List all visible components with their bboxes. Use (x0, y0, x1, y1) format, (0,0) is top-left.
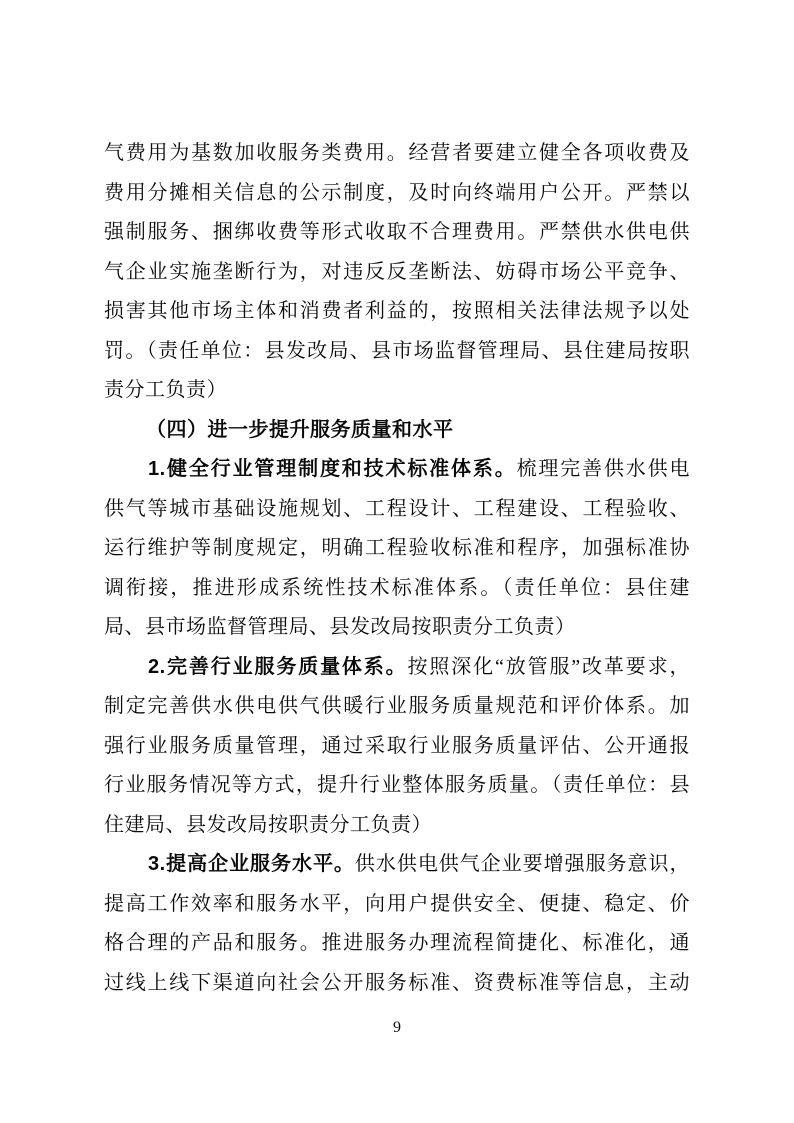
text-line (104, 569, 690, 609)
text-line (104, 371, 690, 411)
text-line (104, 885, 690, 925)
text-line (104, 806, 690, 846)
text-line (104, 134, 690, 174)
text-run: 强行业服务质量管理，通过采取行业服务质量评估、公开通报 (104, 734, 690, 757)
item-2 (104, 648, 690, 846)
text-run: 运行维护等制度规定，明确工程验收标准和程序，加强标准协 (104, 537, 690, 559)
text-run: 费用分摊相关信息的公示制度，及时向终端用户公开。严禁以 (104, 181, 690, 204)
text-run: 住建局、县发改局按职责分工负责） (104, 813, 432, 836)
text-line (104, 450, 690, 490)
text-run: 调衔接，推进形成系统性技术标准体系。（责任单位：县住建 (104, 576, 690, 599)
page-number: 9 (393, 1019, 401, 1036)
text-line (104, 332, 690, 372)
document-body (104, 134, 690, 1003)
text-line (104, 213, 690, 253)
text-line (104, 766, 690, 806)
text-run: 制定完善供水供电供气供暖行业服务质量规范和评价体系。加 (104, 695, 690, 717)
text-run: 责分工负责） (104, 379, 227, 401)
text-run: 过线上线下渠道向社会公开服务标准、资费标准等信息，主动 (104, 971, 690, 994)
para-continuation (104, 134, 690, 411)
text-line (104, 608, 690, 648)
text-run: 气费用为基数加收服务类费用。经营者要建立健全各项收费及 (104, 142, 690, 164)
text-run: 行业服务情况等方式，提升行业整体服务质量。（责任单位：县 (104, 774, 690, 796)
bold-text-run: 2.完善行业服务质量体系。 (148, 655, 408, 678)
text-line (104, 845, 690, 885)
text-run: 强制服务、捆绑收费等形式收取不合理费用。严禁供水供电供 (104, 221, 690, 243)
text-line (104, 253, 690, 293)
section-heading (104, 411, 690, 451)
text-line (104, 924, 690, 964)
text-line (104, 174, 690, 214)
text-line (104, 292, 690, 332)
text-run: 格合理的产品和服务。推进服务办理流程简捷化、标准化，通 (104, 932, 690, 954)
text-run: 按照深化“放管服”改革要求， (407, 655, 690, 678)
text-line (104, 411, 690, 451)
text-run: 供水供电供气企业要增强服务意识， (354, 853, 690, 875)
text-run: 供气等城市基础设施规划、工程设计、工程建设、工程验收、 (104, 497, 690, 520)
text-run: 罚。（责任单位：县发改局、县市场监督管理局、县住建局按职 (104, 339, 690, 362)
text-line (104, 727, 690, 767)
text-run: 梳理完善供水供电 (516, 458, 690, 480)
text-line (104, 964, 690, 1004)
text-line (104, 529, 690, 569)
bold-text-run: （四）进一步提升服务质量和水平 (146, 418, 454, 441)
text-run: 气企业实施垄断行为，对违反反垄断法、妨碍市场公平竞争、 (104, 260, 690, 283)
text-line (104, 687, 690, 727)
text-run: 提高工作效率和服务水平，向用户提供安全、便捷、稳定、价 (104, 892, 690, 915)
text-line (104, 490, 690, 530)
text-run: 局、县市场监督管理局、县发改局按职责分工负责） (104, 616, 576, 638)
item-3 (104, 845, 690, 1003)
bold-text-run: 1.健全行业管理制度和技术标准体系。 (148, 458, 517, 480)
text-line (104, 648, 690, 688)
text-run: 损害其他市场主体和消费者利益的，按照相关法律法规予以处 (104, 300, 690, 322)
item-1 (104, 450, 690, 648)
bold-text-run: 3.提高企业服务水平。 (148, 853, 355, 875)
